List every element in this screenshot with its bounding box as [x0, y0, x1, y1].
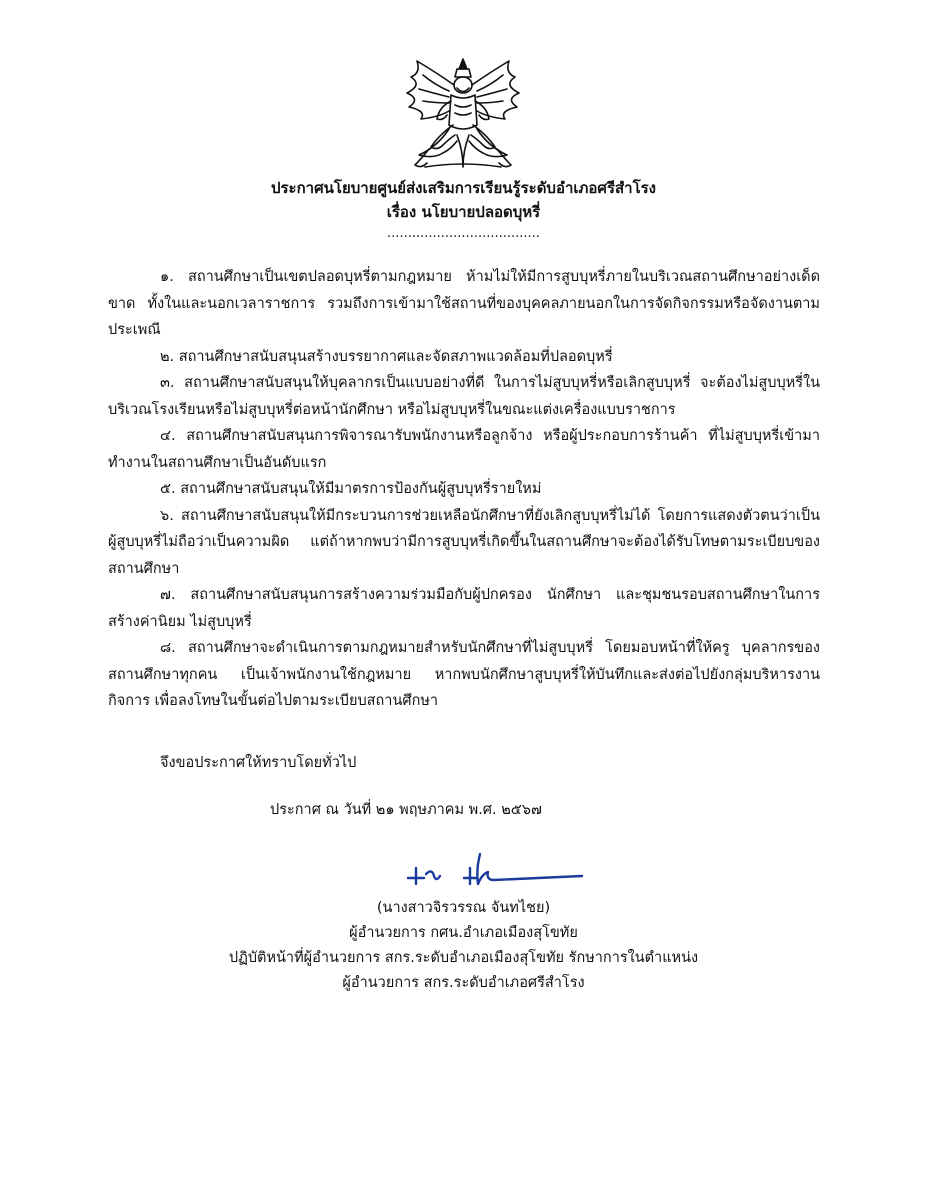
policy-item-2: ๒. สถานศึกษาสนับสนุนสร้างบรรยากาศและจัดสภาพแวดล้อมที่ปลอดบุหรี่	[160, 348, 613, 365]
policy-item-6: ๖. สถานศึกษาสนับสนุนให้มีกระบวนการช่วยเหลือนักศึกษาที่ยังเลิกสูบบุหรี่ไม่ได้ โดยการแสดงตัวตนว่าเป็นผู้สูบบุหรี่ไม่ถือว่าเป็นความผิด แต่ถ้าหากพบว่ามีการสูบบุหรี่เกิดขึ้นในสถานศึกษาจะต้องได้รับโทษตามระเบียบของสถานศึกษา	[108, 507, 820, 577]
announcement-date: ประกาศ ณ วันที่ ๒๑ พฤษภาคม พ.ศ. ๒๕๖๗	[270, 802, 542, 818]
signatory-name: (นางสาวจิรวรรณ จันทไชย)	[376, 900, 551, 916]
announcement-subject: เรื่อง นโยบายปลอดบุหรี่	[386, 203, 541, 221]
policy-list	[108, 264, 820, 715]
signatory-position: ผู้อำนวยการ กศน.อำเภอเมืองสุโขทัย	[349, 925, 578, 941]
garuda-emblem	[399, 55, 527, 173]
policy-item-7: ๗. สถานศึกษาสนับสนุนการสร้างความร่วมมือกับผู้ปกครอง นักศึกษา และชุมชนรอบสถานศึกษาในการสร้างค่านิยม ไม่สูบบุหรี่	[108, 587, 820, 630]
policy-item-5: ๕. สถานศึกษาสนับสนุนให้มีมาตรการป้องกันผู้สูบบุหรี่รายใหม่	[160, 481, 542, 497]
policy-item-4: ๔. สถานศึกษาสนับสนุนการพิจารณารับพนักงานหรือลูกจ้าง หรือผู้ประกอบการร้านค้า ที่ไม่สูบบุหรี่เข้ามาทำงานในสถานศึกษาเป็นอันดับแรก	[108, 428, 820, 471]
policy-item-3: ๓. สถานศึกษาสนับสนุนให้บุคลากรเป็นแบบอย่างที่ดี ในการไม่สูบบุหรี่หรือเลิกสูบบุหรี่ จะต้องไม่สูบบุหรี่ในบริเวณโรงเรียนหรือไม่สูบบุหรี่ต่อหน้านักศึกษา หรือไม่สูบบุหรี่ในขณะแต่งเครื่องแบบราชการ	[108, 375, 820, 418]
closing-statement: จึงขอประกาศให้ทราบโดยทั่วไป	[160, 755, 357, 771]
signatory-acting-position: ปฏิบัติหน้าที่ผู้อำนวยการ สกร.ระดับอำเภอเมืองสุโขทัย รักษาการในตำแหน่ง	[228, 950, 699, 966]
signatory-acting-title: ผู้อำนวยการ สกร.ระดับอำเภอศรีสำโรง	[342, 975, 585, 991]
title-separator: .....................................	[387, 226, 540, 241]
policy-item-1: ๑. สถานศึกษาเป็นเขตปลอดบุหรี่ตามกฎหมาย ห้ามไม่ให้มีการสูบบุหรี่ภายในบริเวณสถานศึกษาอย่างเด็ดขาด ทั้งในและนอกเวลาราชการ รวมถึงการเข้ามาใช้สถานที่ของบุคคลภายนอกในการจัดกิจกรรมหรือจัดงานตามประเพณี	[108, 269, 820, 338]
policy-item-8: ๘. สถานศึกษาจะดำเนินการตามกฎหมายสำหรับนักศึกษาที่ไม่สูบบุหรี่ โดยมอบหน้าที่ให้ครู บุคลากรของสถานศึกษาทุกคน เป็นเจ้าพนักงานใช้กฎหมาย หากพบนักศึกษาสูบบุหรี่ให้บันทึกและส่งต่อไปยังกลุ่มบริหารงานกิจการ เพื่อลงโทษในขั้นต่อไปตามระเบียบสถานศึกษา	[108, 640, 820, 709]
handwritten-signature	[404, 850, 584, 890]
announcement-title: ประกาศนโยบายศูนย์ส่งเสริมการเรียนรู้ระดับอำเภอศรีสำโรง	[270, 179, 657, 197]
